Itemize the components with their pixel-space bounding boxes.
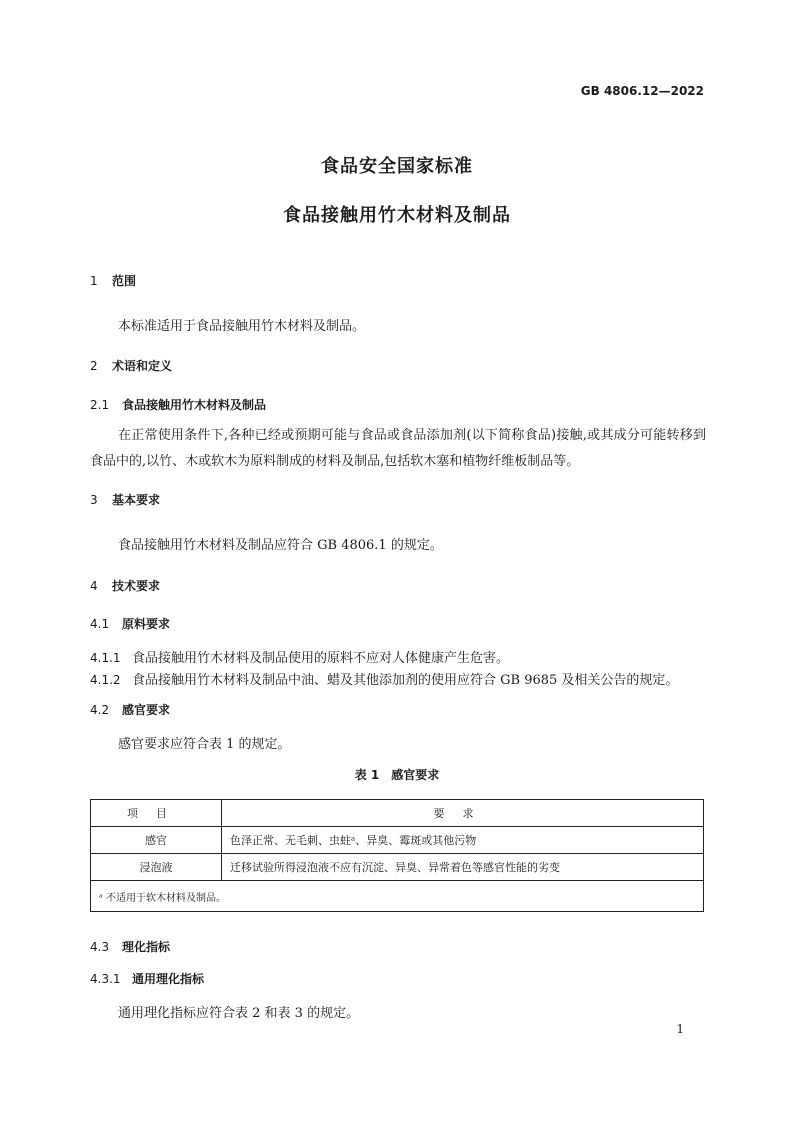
section-4-1-heading — [90, 615, 170, 632]
section-title: 技术要求 — [112, 579, 161, 593]
section-3-heading — [90, 491, 160, 508]
section-3-text: 食品接触用竹木材料及制品应符合 GB 4806.1 的规定。 — [118, 538, 443, 553]
clause-number: 4.1.1 — [90, 651, 121, 665]
section-title: 基本要求 — [112, 493, 161, 507]
table-1-caption: 表 1 感官要求 — [354, 768, 440, 782]
table-cell-item: 感官 — [91, 827, 222, 854]
sensory-requirements-table — [90, 799, 704, 912]
section-4-heading — [90, 577, 160, 594]
section-number: 1 — [90, 274, 98, 288]
section-1-heading — [90, 272, 136, 289]
section-title: 食品接触用竹木材料及制品 — [122, 398, 267, 412]
section-2-1-heading — [90, 396, 266, 413]
section-4-3-heading — [90, 938, 170, 955]
section-title: 感官要求 — [122, 703, 171, 717]
section-title: 原料要求 — [122, 617, 171, 631]
clause-number: 4.1.2 — [90, 673, 121, 687]
section-2-1-text: 在正常使用条件下,各种已经或预期可能与食品或食品添加剂(以下简称食品)接触,或其成分可能转移到食品中的,以竹、木或软木为原料制成的材料及制品,包括软木塞和植物纤维板制品等。 — [90, 428, 706, 469]
document-title: 食品安全国家标准 — [321, 156, 473, 177]
section-number: 2 — [90, 359, 98, 373]
section-2-heading — [90, 357, 172, 374]
section-title: 通用理化指标 — [132, 972, 205, 986]
table-cell-requirement: 迁移试验所得浸泡液不应有沉淀、异臭、异常着色等感官性能的劣变 — [222, 854, 704, 881]
clause-text: 食品接触用竹木材料及制品中油、蜡及其他添加剂的使用应符合 GB 9685 及相关公告的规定。 — [132, 673, 679, 688]
section-4-3-1-heading — [90, 970, 204, 987]
section-4-2-heading — [90, 701, 170, 718]
section-number: 4.2 — [90, 703, 110, 717]
standard-number: GB 4806.12—2022 — [580, 84, 704, 98]
section-4-3-1-text: 通用理化指标应符合表 2 和表 3 的规定。 — [118, 1006, 360, 1021]
clause-4-1-2 — [90, 669, 678, 688]
clause-text: 食品接触用竹木材料及制品使用的原料不应对人体健康产生危害。 — [132, 651, 510, 666]
table-cell-item: 浸泡液 — [91, 854, 222, 881]
clause-4-1-1 — [90, 647, 509, 666]
section-number: 4.3.1 — [90, 972, 121, 986]
column-header-requirement: 要求 — [222, 800, 704, 827]
table-cell-requirement: 色泽正常、无毛刺、虫蛀ᵃ、异臭、霉斑或其他污物 — [222, 827, 704, 854]
section-4-2-text: 感官要求应符合表 1 的规定。 — [118, 737, 291, 752]
section-number: 2.1 — [90, 398, 110, 412]
section-number: 3 — [90, 493, 98, 507]
section-number: 4.3 — [90, 940, 110, 954]
section-title: 术语和定义 — [112, 359, 173, 373]
table-header-row — [91, 800, 704, 827]
column-header-item: 项目 — [91, 800, 222, 827]
section-number: 4 — [90, 579, 98, 593]
table-footnote-row — [91, 881, 704, 912]
document-subtitle: 食品接触用竹木材料及制品 — [283, 205, 511, 226]
section-title: 理化指标 — [122, 940, 171, 954]
table-row — [91, 827, 704, 854]
section-1-text: 本标准适用于食品接触用竹木材料及制品。 — [118, 319, 366, 334]
table-row — [91, 854, 704, 881]
table-footnote: ᵃ 不适用于软木材料及制品。 — [91, 881, 704, 912]
section-number: 4.1 — [90, 617, 110, 631]
page-number: 1 — [676, 1022, 684, 1036]
section-title: 范围 — [112, 274, 137, 288]
